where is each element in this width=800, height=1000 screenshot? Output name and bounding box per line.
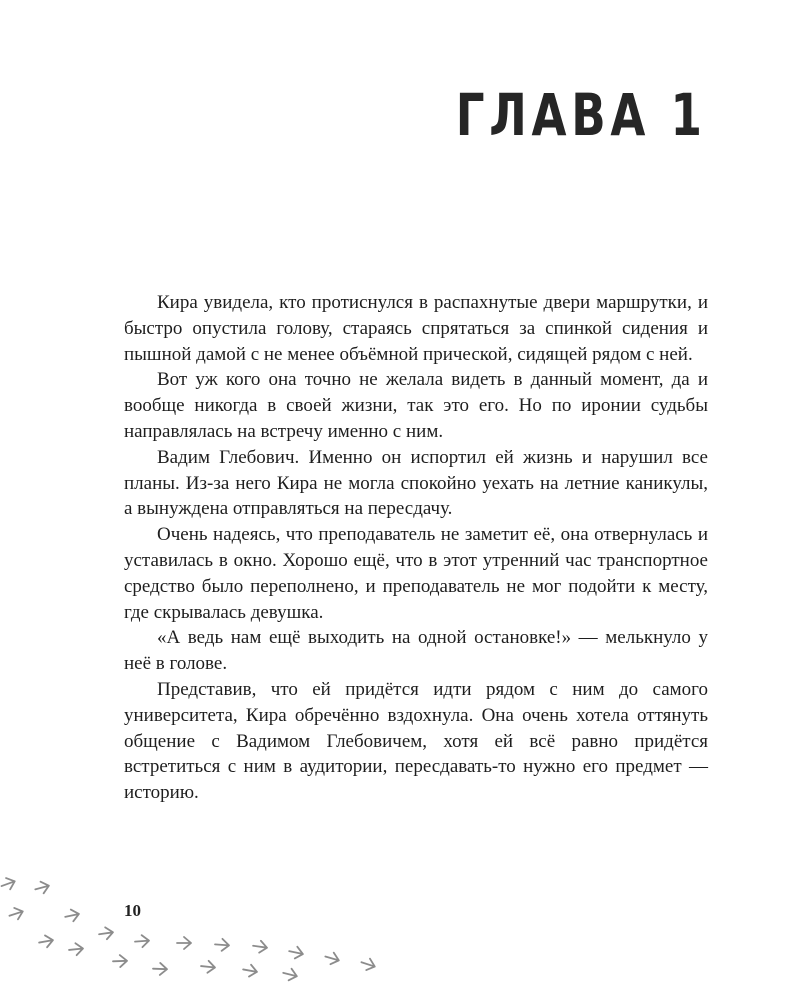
paragraph-6: Представив, что ей придётся идти рядом с ним до самого университета, Кира обречённо вздохнула. Она очень хотела оттянуть общение с Вадимом Глебовичем, хотя ей всё равно придётся встретиться с ним в аудитории, пересдавать-то нужно его предмет — историю. xyxy=(124,678,708,804)
bird-footprint xyxy=(360,957,377,973)
bird-footprint xyxy=(242,964,258,978)
bird-footprint xyxy=(0,876,17,892)
bird-footprint xyxy=(38,934,54,948)
bird-footprint xyxy=(153,963,167,975)
chapter-body xyxy=(124,290,708,806)
paragraph-5: «А ведь нам ещё выходить на одной остановке!» — мелькнуло у неё в голове. xyxy=(124,627,708,675)
paragraph-4: Очень надеясь, что преподаватель не заметит её, она отвернулась и уставилась в окно. Хорошо ещё, что в этот утренний час транспортное средство было переполнено, и преподаватель не мог подойти к месту, где скрывалась девушка. xyxy=(124,524,708,623)
bird-footprint xyxy=(98,926,114,940)
chapter-title: ГЛАВА 1 xyxy=(456,81,707,149)
bird-footprint xyxy=(200,960,215,973)
paragraph-1: Кира увидела, кто протиснулся в распахнутые двери маршрутки, и быстро опустила голову, стараясь спрятаться за спинкой сидения и пышной дамой с не менее объёмной прической, сидящей рядом с ней. xyxy=(124,292,708,365)
bird-footprint xyxy=(8,906,25,922)
bird-footprint xyxy=(34,880,51,895)
bird-footprint xyxy=(288,945,304,960)
bird-footprint xyxy=(324,951,341,966)
page-number: 10 xyxy=(124,901,141,920)
bird-footprint xyxy=(282,967,298,982)
bird-footprint xyxy=(113,955,127,967)
bird-footprint xyxy=(135,935,150,948)
bird-footprint xyxy=(64,908,80,923)
bird-footprint xyxy=(252,940,268,954)
bird-tracks-icon xyxy=(0,875,400,985)
bird-footprint xyxy=(215,938,230,951)
paragraph-2: Вот уж кого она точно не желала видеть в данный момент, да и вообще никогда в своей жизни, так это его. Но по иронии судьбы направлялась на встречу именно с ним. xyxy=(124,369,708,442)
paragraph-3: Вадим Глебович. Именно он испортил ей жизнь и нарушил все планы. Из-за него Кира не могла спокойно уехать на летние каникулы, а вынуждена отправляться на пересдачу. xyxy=(124,446,708,520)
bird-footprint xyxy=(68,943,83,956)
bird-footprint xyxy=(177,937,191,949)
